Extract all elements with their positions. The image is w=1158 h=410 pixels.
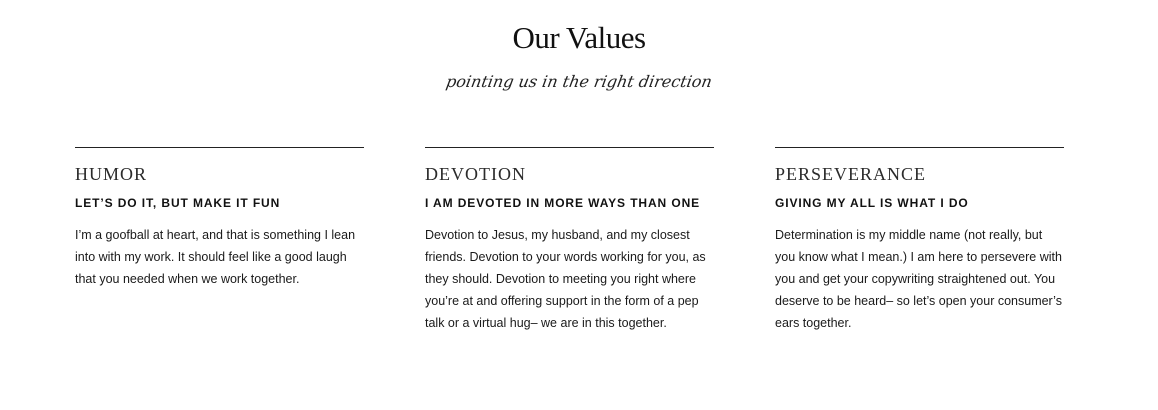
value-card-devotion [425, 147, 714, 334]
section-subtitle: pointing us in the right direction [444, 72, 714, 91]
divider [425, 147, 714, 148]
value-tagline: LET’S DO IT, BUT MAKE IT FUN [75, 196, 281, 210]
value-description: Determination is my middle name (not really, but you know what I mean.) I am here to persevere with you and get your copywriting straightened out. You deserve to be heard– so let’s open your consumer’s ears together. [775, 228, 1062, 330]
divider [775, 147, 1064, 148]
divider [75, 147, 364, 148]
section-title: Our Values [512, 20, 646, 55]
value-title: DEVOTION [425, 164, 526, 184]
value-card-humor [75, 147, 364, 290]
value-title: PERSEVERANCE [775, 164, 927, 184]
value-card-perseverance [775, 147, 1064, 334]
value-tagline: GIVING MY ALL IS WHAT I DO [775, 196, 969, 210]
values-grid [75, 147, 1075, 387]
value-tagline: I AM DEVOTED IN MORE WAYS THAN ONE [425, 196, 701, 210]
value-description: I’m a goofball at heart, and that is something I lean into with my work. It should feel like a good laugh that you needed when we work together. [75, 228, 356, 286]
value-description: Devotion to Jesus, my husband, and my closest friends. Devotion to your words working for you, as they should. Devotion to meeting you right where you’re at and offering support in the form of a pep talk or a virtual hug– we are in this together. [425, 228, 706, 330]
value-title: HUMOR [75, 164, 148, 184]
